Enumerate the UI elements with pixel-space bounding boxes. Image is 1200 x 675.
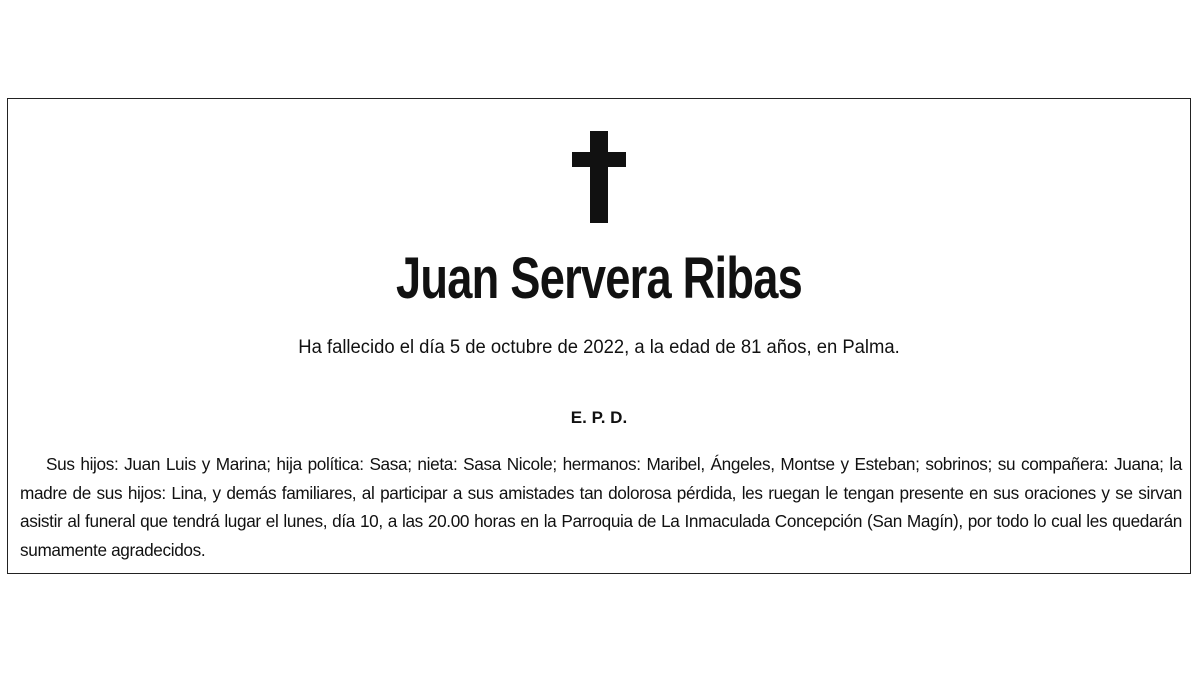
notice-body: Sus hijos: Juan Luis y Marina; hija política: Sasa; nieta: Sasa Nicole; hermanos: Maribel, Ángeles, Montse y Esteban; sobrinos; su compañera: Juana; la madre de sus hijos: Lina, y demás familiares, al participar a sus amistades tan dolorosa pérdida, les ruegan le tengan presente en sus oraciones y se sirvan asistir al funeral que tendrá lugar el lunes, día 10, a las 20.00 horas en la Parroquia de La Inmaculada Concepción (San Magín), por todo lo cual les quedarán sumamente agradecidos. [20,454,1182,560]
latin-cross-icon [572,131,626,223]
deceased-name: Juan Servera Ribas [396,246,802,311]
death-announcement: Ha fallecido el día 5 de octubre de 2022, a la edad de 81 años, en Palma. [298,337,900,358]
obituary-notice [7,98,1191,574]
epd-heading: E. P. D. [570,408,628,427]
